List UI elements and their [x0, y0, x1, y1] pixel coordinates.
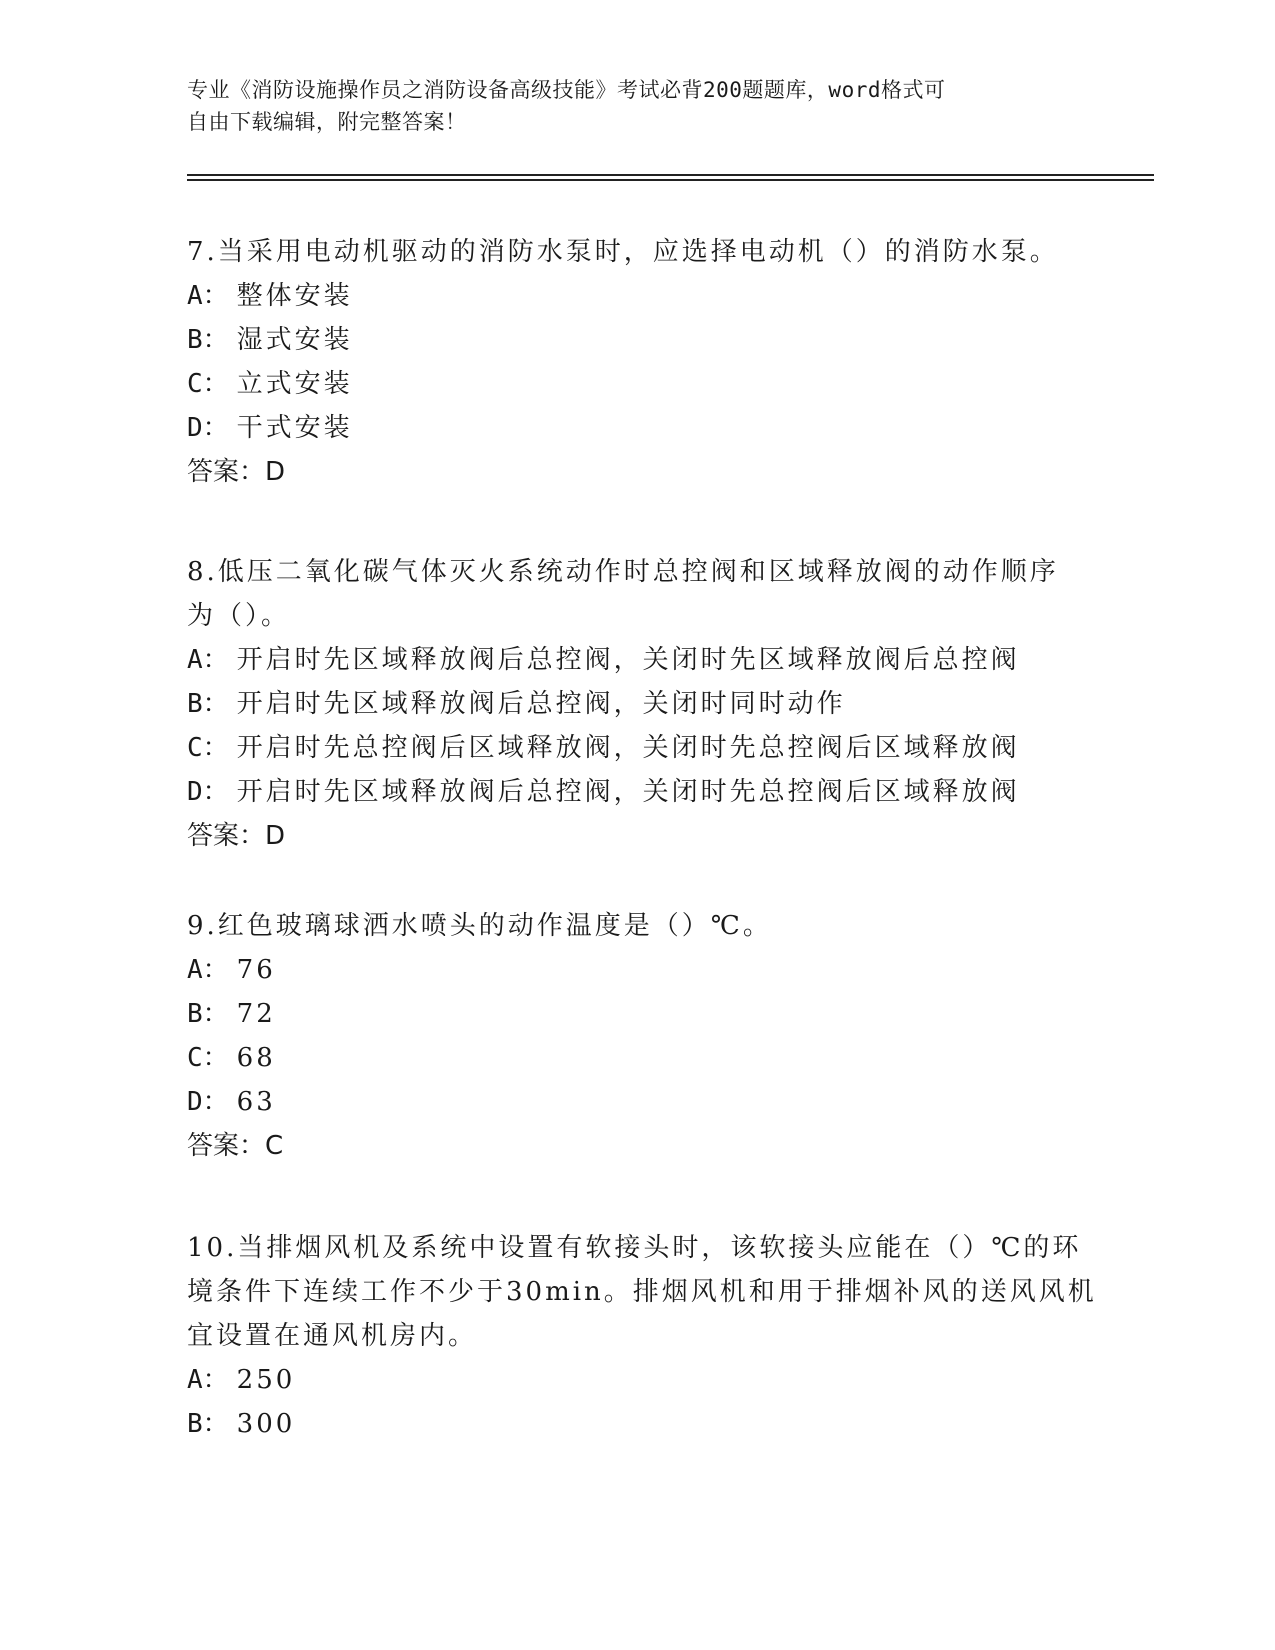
question-8-option-c	[187, 728, 1020, 768]
option-letter: B：	[187, 325, 229, 355]
header-divider-bottom	[187, 179, 1154, 181]
question-8-option-a	[187, 640, 1020, 680]
option-text: 300	[236, 1409, 296, 1439]
question-8-answer: 答案：D	[187, 821, 286, 851]
option-letter: A：	[187, 281, 229, 311]
option-text: 开启时先区域释放阀后总控阀，关闭时先区域释放阀后总控阀	[236, 645, 1020, 675]
option-text: 开启时先总控阀后区域释放阀，关闭时先总控阀后区域释放阀	[236, 733, 1020, 763]
question-8-option-d	[187, 772, 1020, 812]
option-letter: D：	[187, 777, 229, 807]
option-letter: B：	[187, 689, 229, 719]
question-10-option-a	[187, 1360, 295, 1400]
question-8-text-line-2: 为（）。	[187, 601, 291, 631]
option-text: 63	[236, 1087, 276, 1117]
header-line-1: 专业《消防设施操作员之消防设备高级技能》考试必背200题题库，word格式可	[187, 78, 946, 102]
question-9-text: 9.红色玻璃球洒水喷头的动作温度是（）℃。	[187, 911, 772, 941]
question-9-option-d	[187, 1082, 276, 1122]
question-10-option-b	[187, 1404, 295, 1444]
question-10-text-line-3: 宜设置在通风机房内。	[187, 1321, 478, 1351]
question-7-answer: 答案：D	[187, 457, 286, 487]
option-letter: A：	[187, 955, 229, 985]
question-8-option-b	[187, 684, 846, 724]
option-letter: A：	[187, 1365, 229, 1395]
question-8-text-line-1: 8.低压二氧化碳气体灭火系统动作时总控阀和区域释放阀的动作顺序	[187, 557, 1059, 587]
option-text: 开启时先区域释放阀后总控阀，关闭时同时动作	[236, 689, 846, 719]
option-text: 立式安装	[236, 369, 353, 399]
option-letter: C：	[187, 733, 229, 763]
question-9-answer: 答案：C	[187, 1131, 284, 1161]
option-letter: C：	[187, 369, 229, 399]
header-divider-top	[187, 174, 1154, 176]
option-text: 250	[236, 1365, 296, 1395]
option-letter: C：	[187, 1043, 229, 1073]
option-letter: A：	[187, 645, 229, 675]
question-9-option-a	[187, 950, 276, 990]
option-text: 整体安装	[236, 281, 353, 311]
question-7-text: 7.当采用电动机驱动的消防水泵时，应选择电动机（）的消防水泵。	[187, 237, 1059, 267]
question-7-option-d	[187, 408, 353, 448]
option-text: 干式安装	[236, 413, 353, 443]
option-letter: B：	[187, 999, 229, 1029]
question-7-option-a	[187, 276, 353, 316]
option-text: 开启时先区域释放阀后总控阀，关闭时先总控阀后区域释放阀	[236, 777, 1020, 807]
option-text: 76	[236, 955, 276, 985]
question-7-option-b	[187, 320, 353, 360]
question-9-option-c	[187, 1038, 276, 1078]
option-letter: D：	[187, 1087, 229, 1117]
question-10-text-line-1: 10.当排烟风机及系统中设置有软接头时，该软接头应能在（）℃的环	[187, 1233, 1082, 1263]
option-text: 湿式安装	[236, 325, 353, 355]
option-letter: B：	[187, 1409, 229, 1439]
question-9-option-b	[187, 994, 276, 1034]
question-10-text-line-2: 境条件下连续工作不少于30min。排烟风机和用于排烟补风的送风风机	[187, 1277, 1097, 1307]
option-letter: D：	[187, 413, 229, 443]
question-7-option-c	[187, 364, 353, 404]
option-text: 68	[236, 1043, 276, 1073]
header-line-2: 自由下载编辑，附完整答案！	[187, 110, 467, 134]
option-text: 72	[236, 999, 276, 1029]
